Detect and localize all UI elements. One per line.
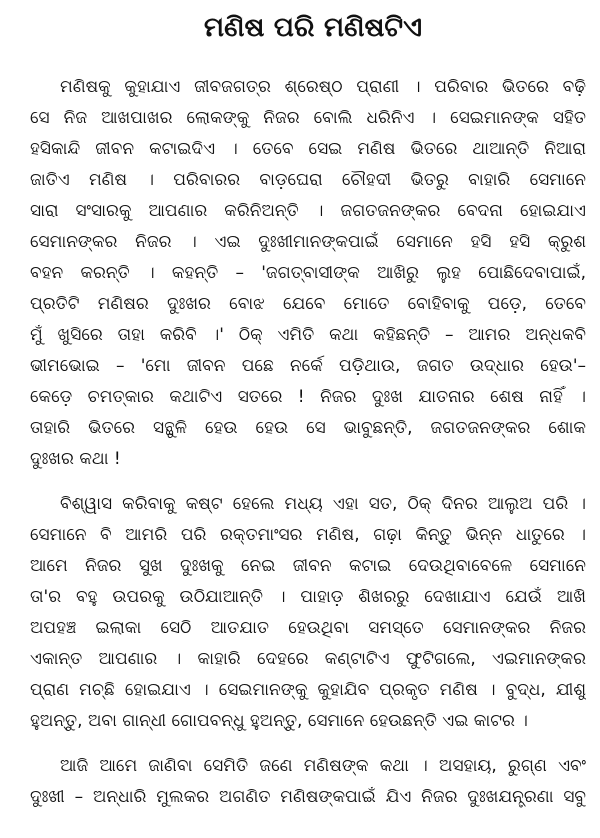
text-line: ଅପହଞ୍ଚ ଇଲାକା ସେଠି ଆତଯାତ ହେଉଥିବା ସମସ୍ତେ ସେମାନଙ୍କର ନିଜର — [30, 618, 586, 638]
text-line: ଆଜି ଆମେ ଜାଣିବା ସେମିତି ଜଣେ ମଣିଷଙ୍କ କଥା । ଅସହାୟ, ରୁଗ୍ଣ ଏବଂ — [60, 756, 586, 776]
page-title: ମଣିଷ ପରି ମଣିଷଟିଏ — [203, 12, 423, 43]
text-line: କେଡ଼େ ଚମତ୍କାର କଥାଟିଏ ସତରେ ! ନିଜର ଦୁଃଖ ଯାତନାର ଶେଷ ନାହିଁ । — [30, 387, 586, 407]
text-line: ଏକାନ୍ତ ଆପଣାର । କାହାରି ଦେହରେ କଣ୍ଟାଟିଏ ଫୁଟିଗଲେ, ଏଇମାନଙ୍କର — [30, 649, 586, 669]
text-line: ପ୍ରତିଟି ମଣିଷର ଦୁଃଖର ବୋଝ ଯେବେ ମୋତେ ବୋହିବାକୁ ପଡ଼େ, ତେବେ — [30, 294, 586, 314]
text-line: ତା'ର ବହୁ ଉପରକୁ ଉଠିଯାଆନ୍ତି । ପାହାଡ଼ ଶିଖରରୁ ଦେଖାଯାଏ ଯେଉଁ ଆଖି — [30, 587, 586, 607]
text-line: ସେମାନେ ବି ଆମରି ପରି ରକ୍ତମାଂସର ମଣିଷ, ଗଢ଼ା କିନ୍ତୁ ଭିନ୍ନ ଧାତୁରେ । — [30, 525, 586, 545]
text-line: ବିଶ୍ୱାସ କରିବାକୁ କଷ୍ଟ ହେଲେ ମଧ୍ୟ ଏହା ସତ, ଠିକ୍ ଦିନର ଆଲୁଅ ପରି । — [60, 494, 586, 514]
text-line: ହୁଅନ୍ତୁ, ଅବା ଗାନ୍ଧୀ ଗୋପବନ୍ଧୁ ହୁଅନ୍ତୁ, ସେମାନେ ହେଉଛନ୍ତି ଏଇ କାଟର । — [30, 711, 528, 731]
text-line: ଆମେ ନିଜର ସୁଖ ଦୁଃଖକୁ ନେଇ ଜୀବନ କଟାଇ ଦେଉଥିବାବେଳେ ସେମାନେ — [30, 556, 586, 576]
text-line: ସେମାନଙ୍କର ନିଜର । ଏଇ ଦୁଃଖୀମାନଙ୍କପାଇଁ ସେମାନେ ହସି ହସି କ୍ରୁଶ — [30, 232, 586, 252]
text-line: ମୁଁ ଖୁସିରେ ତାହା କରିବି ।' ଠିକ୍ ଏମିତି କଥା କହିଛନ୍ତି – ଆମର ଅନ୍ଧକବି — [30, 325, 586, 345]
text-line: ପ୍ରାଣ ମଚ୍ଛି ହୋଇଯାଏ । ସେଇମାନଙ୍କୁ କୁହାଯିବ ପ୍ରକୃତ ମଣିଷ । ବୁଦ୍ଧ, ଯୀଶୁ — [30, 680, 586, 700]
text-line: ତାହାରି ଭିତରେ ସନ୍ଥୁଳି ହେଉ ହେଉ ସେ ଭାବୁଛନ୍ତି, ଜଗତଜନଙ୍କର ଶୋକ — [30, 418, 586, 438]
text-line: ଭୀମଭୋଇ – 'ମୋ ଜୀବନ ପଛେ ନର୍କେ ପଡ଼ିଥାଉ, ଜଗତ ଉଦ୍ଧାର ହେଉ'– — [30, 356, 586, 376]
text-line: ଦୁଃଖୀ – ଅନ୍ଧାରି ମୁଲକର ଅଗଣିତ ମଣିଷଙ୍କପାଇଁ ଯିଏ ନିଜର ଦୁଃଖଯନ୍ତ୍ରଣା ସବୁ — [30, 787, 586, 807]
text-line: ସାରା ସଂସାରକୁ ଆପଣାର କରିନିଅନ୍ତି । ଜଗତଜନଙ୍କର ବେଦନା ହୋଇଯାଏ — [30, 201, 586, 221]
text-line: ମଣିଷକୁ କୁହାଯାଏ ଜୀବଜଗତ୍‌ର ଶ୍ରେଷ୍ଠ ପ୍ରାଣୀ । ପରିବାର ଭିତରେ ବଢ଼ି — [60, 77, 586, 97]
text-line: ଜାତିଏ ମଣିଷ । ପରିବାରର ବାଡ଼ଘେରା ଚୌହଦୀ ଭିତରୁ ବାହାରି ସେମାନେ — [30, 170, 586, 190]
text-line: ହସିକାନ୍ଦି ଜୀବନ କଟାଇଦିଏ । ତେବେ ସେଇ ମଣିଷ ଭିତରେ ଥାଆନ୍ତି ନିଆରା — [30, 139, 586, 159]
paragraph-1 — [30, 72, 586, 475]
text-line: ସେ ନିଜ ଆଖପାଖର ଲୋକଙ୍କୁ ନିଜର ବୋଲି ଧରିନିଏ । ସେଇମାନଙ୍କ ସହିତ — [30, 108, 586, 128]
paragraph-2 — [30, 489, 586, 737]
paragraph-3 — [30, 751, 586, 813]
text-line: ବହନ କରନ୍ତି । କହନ୍ତି – 'ଜଗତ୍‌ବାସୀଙ୍କ ଆଖିରୁ ଲୁହ ପୋଛିଦେବାପାଇଁ, — [30, 263, 586, 283]
text-line: ଦୁଃଖର କଥା ! — [30, 449, 121, 469]
